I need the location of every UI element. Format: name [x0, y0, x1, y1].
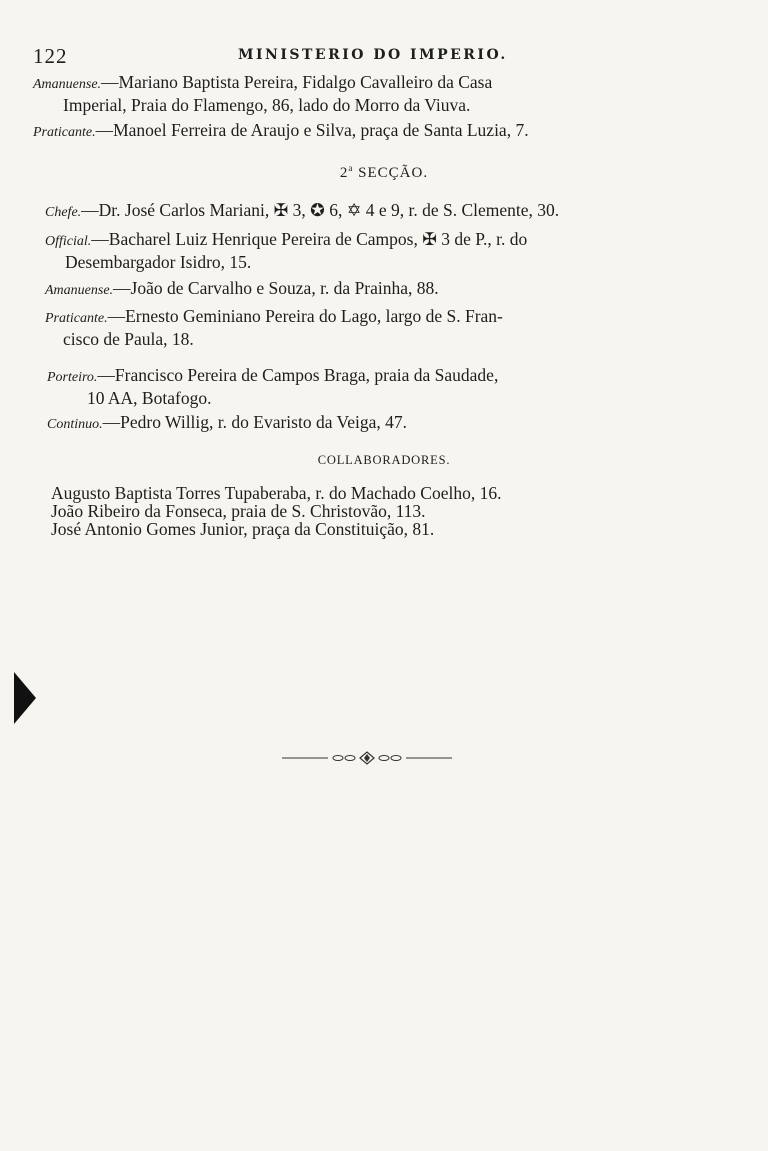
entry-official: [45, 229, 527, 273]
collaborators-list: [51, 484, 501, 538]
entry-text: —Pedro Willig, r. do Evaristo da Veiga, 47.: [102, 412, 408, 432]
entry-text: —Dr. José Carlos Mariani, ✠ 3, ✪ 6, ✡ 4 e 9, r. de S. Clemente, 30.: [81, 200, 560, 220]
running-head: MINISTERIO DO IMPERIO.: [238, 47, 508, 63]
page-number: 122: [33, 44, 68, 68]
entry-continuation: Desembargador Isidro, 15.: [65, 252, 252, 272]
entry-chefe: [45, 200, 559, 223]
entry-amanuense-2: [45, 278, 439, 301]
entry-praticante-1: [33, 120, 529, 143]
entry-role: Praticante.: [33, 125, 96, 140]
entry-continuo: [47, 412, 407, 435]
margin-arrow-icon: [14, 672, 36, 724]
entry-text: —Bacharel Luiz Henrique Pereira de Campos, ✠ 3 de P., r. do: [91, 229, 528, 249]
entry-text: —Ernesto Geminiano Pereira do Lago, largo de S. Fran-: [107, 306, 503, 326]
entry-text: —Francisco Pereira de Campos Braga, praia da Saudade,: [97, 365, 499, 385]
entry-text: —Mariano Baptista Pereira, Fidalgo Cavalleiro da Casa: [101, 72, 493, 92]
entry-continuation: cisco de Paula, 18.: [63, 329, 194, 349]
entry-role: Praticante.: [45, 311, 108, 326]
entry-continuation: Imperial, Praia do Flamengo, 86, lado do Morro da Viuva.: [63, 95, 471, 115]
entry-role: Porteiro.: [47, 370, 98, 385]
entry-role: Amanuense.: [45, 283, 114, 298]
section-heading: [0, 163, 768, 182]
section-number-sup: a: [348, 163, 354, 173]
entry-role: Chefe.: [45, 205, 82, 220]
collaborators-heading: COLLABORADORES.: [317, 453, 451, 467]
entry-porteiro: [47, 365, 498, 409]
collaborator-item: João Ribeiro da Fonseca, praia de S. Christovão, 113.: [51, 501, 426, 521]
fleuron-ornament-icon: [282, 750, 452, 766]
page-header: [33, 44, 733, 68]
entry-praticante-2: [45, 306, 503, 350]
entry-text: —João de Carvalho e Souza, r. da Prainha, 88.: [113, 278, 439, 298]
entry-continuation: 10 AA, Botafogo.: [87, 388, 212, 408]
entry-role: Continuo.: [47, 417, 103, 432]
collaborator-item: José Antonio Gomes Junior, praça da Constituição, 81.: [51, 519, 435, 539]
collaborator-item: Augusto Baptista Torres Tupaberaba, r. do Machado Coelho, 16.: [51, 483, 502, 503]
entry-amanuense-1: [33, 72, 492, 116]
section-label: SECÇÃO.: [353, 165, 429, 181]
section-number: 2: [339, 165, 349, 181]
entry-role: Amanuense.: [33, 77, 102, 92]
entry-role: Official.: [45, 234, 92, 249]
entry-text: —Manoel Ferreira de Araujo e Silva, praça de Santa Luzia, 7.: [95, 120, 529, 140]
